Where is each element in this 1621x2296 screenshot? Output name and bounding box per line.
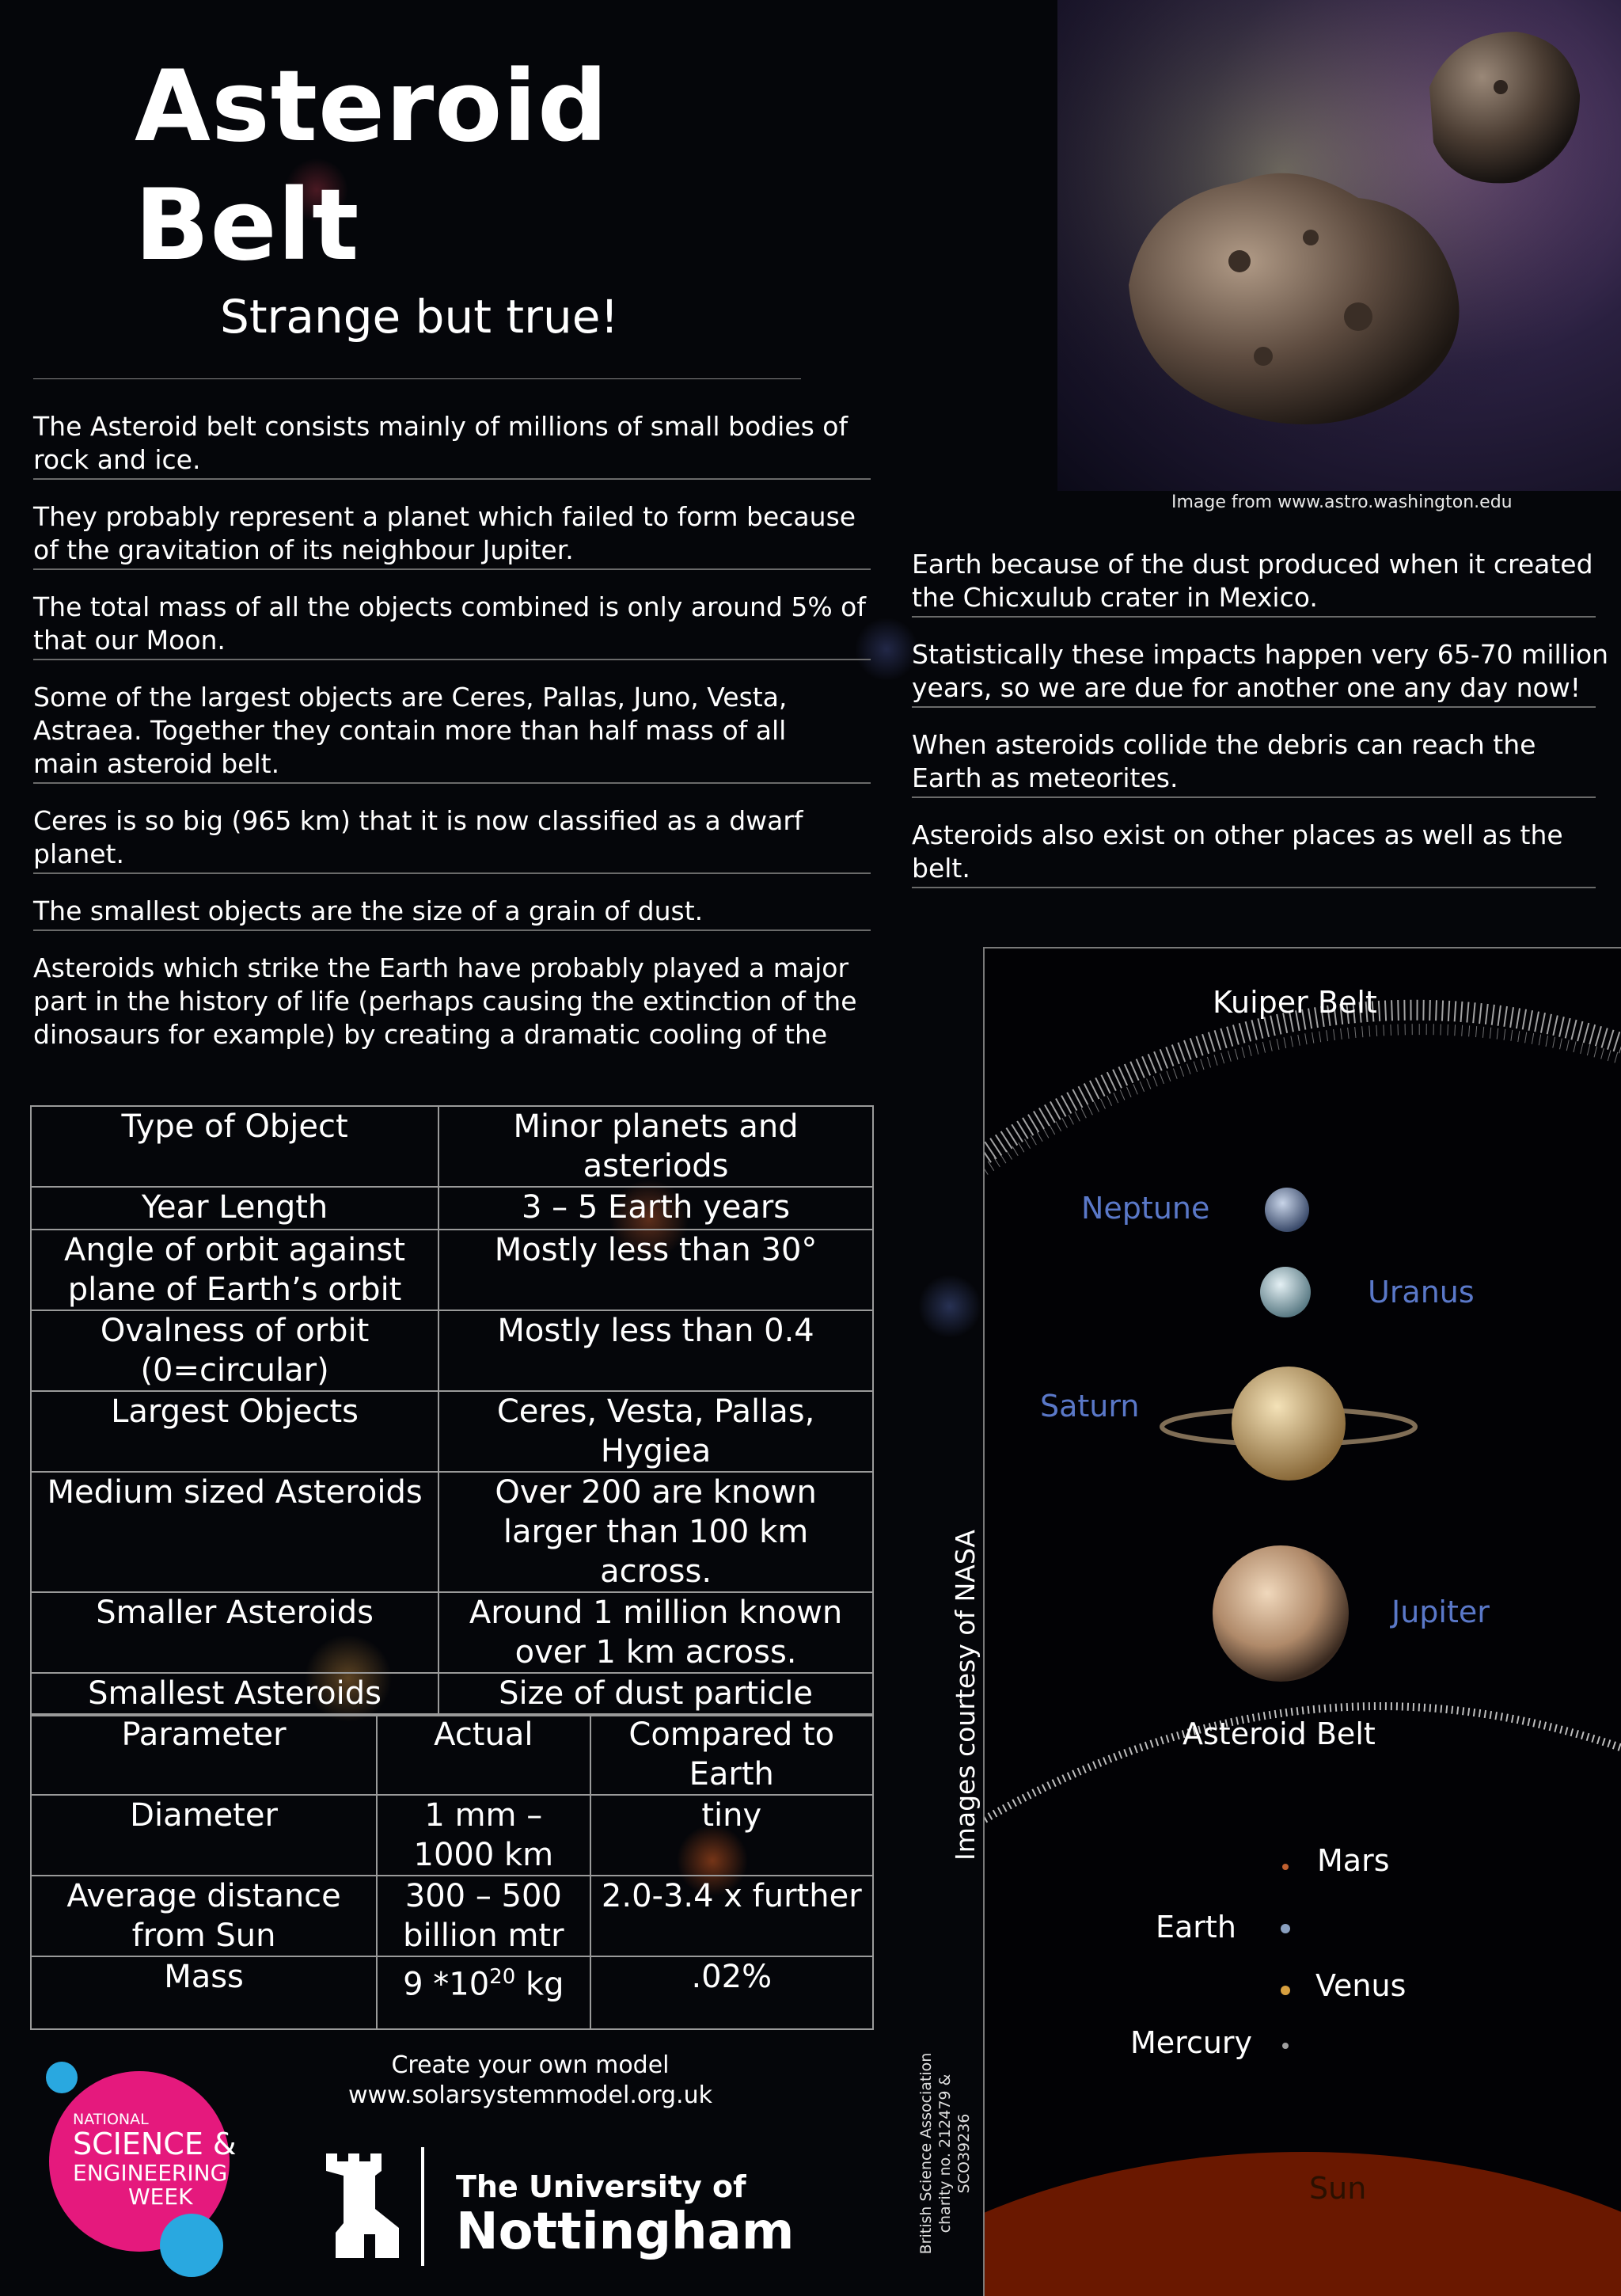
table-cell: Type of Object (31, 1106, 438, 1187)
kuiper-belt-label: Kuiper Belt (1213, 985, 1377, 1020)
subtitle-divider (33, 378, 801, 379)
table-row (31, 1310, 873, 1391)
fact-divider (33, 659, 871, 660)
table-cell: Smallest Asteroids (31, 1673, 438, 1716)
nsew-logo-text-3: ENGINEERING (73, 2160, 228, 2186)
table-cell: Around 1 million known over 1 km across. (438, 1592, 873, 1673)
asteroid-illustration (1057, 0, 1621, 491)
fact-paragraph: They probably represent a planet which failed to form because of the gravitation of its neighbour Jupiter. (33, 501, 856, 565)
table-cell: Mass (31, 1956, 377, 2029)
nasa-credit: Images courtesy of NASA (950, 1530, 981, 1861)
table-header-cell: Parameter (31, 1714, 377, 1795)
table-cell: Minor planets and asteriods (438, 1106, 873, 1187)
table-row (31, 1391, 873, 1472)
table-cell: 2.0-3.4 x further (590, 1876, 873, 1956)
table-cell: Angle of orbit against plane of Earth’s orbit (31, 1230, 438, 1310)
planet-label-mercury: Mercury (1130, 2025, 1253, 2060)
fact-divider (33, 782, 871, 784)
table-cell: Largest Objects (31, 1391, 438, 1472)
fact-divider (912, 706, 1596, 708)
table-row (31, 1795, 873, 1876)
model-link[interactable]: www.solarsystemmodel.org.uk (348, 2081, 712, 2109)
fact-divider (33, 929, 871, 931)
table-cell: Ovalness of orbit (0=circular) (31, 1310, 438, 1391)
poster-title: Asteroid Belt (135, 50, 609, 283)
fact-divider (912, 616, 1596, 618)
table-row (31, 1592, 873, 1673)
fact-divider (912, 796, 1596, 798)
table-row (31, 1472, 873, 1592)
mass-unit: kg (515, 1966, 564, 2003)
table-cell: Average distance from Sun (31, 1876, 377, 1956)
table-cell: tiny (590, 1795, 873, 1876)
photo-caption: Image from www.astro.washington.edu (1171, 492, 1513, 512)
planet-label-jupiter: Jupiter (1391, 1595, 1490, 1629)
sun-label: Sun (1309, 2171, 1367, 2206)
planet-label-uranus: Uranus (1368, 1275, 1475, 1310)
fact-divider (912, 887, 1596, 888)
table-row (31, 1673, 873, 1716)
mass-value-cell (377, 1956, 590, 2029)
fact-paragraph: The smallest objects are the size of a grain of dust. (33, 895, 704, 926)
table-row (31, 1230, 873, 1310)
table-row (31, 1876, 873, 1956)
table-cell: 1 mm – 1000 km (377, 1795, 590, 1876)
planet-label-venus: Venus (1315, 1968, 1407, 2003)
table-header-row (31, 1714, 873, 1795)
table-header-cell: Actual (377, 1714, 590, 1795)
fact-paragraph: Ceres is so big (965 km) that it is now classified as a dwarf planet. (33, 805, 803, 869)
parameter-table (30, 1713, 874, 2030)
table-cell: Year Length (31, 1187, 438, 1230)
mass-base: 9 *10 (403, 1966, 490, 2003)
nsew-logo-text-4: WEEK (128, 2184, 193, 2210)
uon-logo-line-2: Nottingham (456, 2203, 795, 2261)
uon-logo-line-1: The University of (456, 2169, 746, 2204)
table-row (31, 1187, 873, 1230)
table-cell: Mostly less than 0.4 (438, 1310, 873, 1391)
national-science-week-logo (28, 2046, 250, 2283)
model-promo (301, 2051, 760, 2111)
planet-label-neptune: Neptune (1081, 1191, 1210, 1226)
fact-paragraph: Asteroids which strike the Earth have probably played a major part in the history of life (perhaps causing the extinction of the dinosaurs for example) by creating a dramatic cooling of the (33, 952, 857, 1050)
planet-label-saturn: Saturn (1040, 1389, 1140, 1424)
model-text: Create your own model (391, 2051, 670, 2079)
table-cell: Smaller Asteroids (31, 1592, 438, 1673)
planet-label-earth: Earth (1156, 1910, 1236, 1944)
fact-paragraph: Asteroids also exist on other places as well as the belt. (912, 819, 1563, 884)
asteroid-belt-label: Asteroid Belt (1183, 1716, 1376, 1751)
poster-subtitle: Strange but true! (220, 290, 619, 344)
fact-paragraph: Earth because of the dust produced when it created the Chicxulub crater in Mexico. (912, 549, 1593, 613)
table-row (31, 1956, 873, 2029)
bsa-credit: British Science Association charity no. 212479 & SCO39236 (917, 2052, 973, 2255)
fact-divider (33, 872, 871, 874)
table-cell: Over 200 are known larger than 100 km across. (438, 1472, 873, 1592)
table-cell: Diameter (31, 1795, 377, 1876)
fact-paragraph: When asteroids collide the debris can reach the Earth as meteorites. (912, 729, 1536, 793)
fact-paragraph: Some of the largest objects are Ceres, Pallas, Juno, Vesta, Astraea. Together they contain more than half mass of all main asteroid belt. (33, 682, 788, 779)
table-cell: Size of dust particle (438, 1673, 873, 1716)
table-cell: 300 – 500 billion mtr (377, 1876, 590, 1956)
fact-paragraph: The Asteroid belt consists mainly of millions of small bodies of rock and ice. (33, 411, 848, 475)
table-row (31, 1106, 873, 1187)
asteroid-photo (1057, 0, 1621, 491)
solar-system-diagram (983, 947, 1621, 2296)
nsew-logo-text-1: NATIONAL (73, 2111, 149, 2128)
planet-label-mars: Mars (1317, 1843, 1390, 1878)
table-cell: Mostly less than 30° (438, 1230, 873, 1310)
fact-divider (33, 478, 871, 480)
table-cell: Ceres, Vesta, Pallas, Hygiea (438, 1391, 873, 1472)
nsew-logo-text-2: SCIENCE & (73, 2127, 237, 2161)
table-cell: .02% (590, 1956, 873, 2029)
castle-crest-icon (320, 2147, 431, 2266)
fact-divider (33, 568, 871, 570)
fact-paragraph: The total mass of all the objects combined is only around 5% of that our Moon. (33, 591, 866, 656)
fact-paragraph: Statistically these impacts happen very 65-70 million years, so we are due for another one any day now! (912, 639, 1609, 703)
mass-exponent: 20 (489, 1965, 516, 1989)
object-properties-table (30, 1105, 874, 1716)
university-of-nottingham-logo (320, 2147, 795, 2266)
table-cell: Medium sized Asteroids (31, 1472, 438, 1592)
table-cell: 3 – 5 Earth years (438, 1187, 873, 1230)
solar-system-illustration (985, 948, 1621, 2296)
table-header-cell: Compared to Earth (590, 1714, 873, 1795)
